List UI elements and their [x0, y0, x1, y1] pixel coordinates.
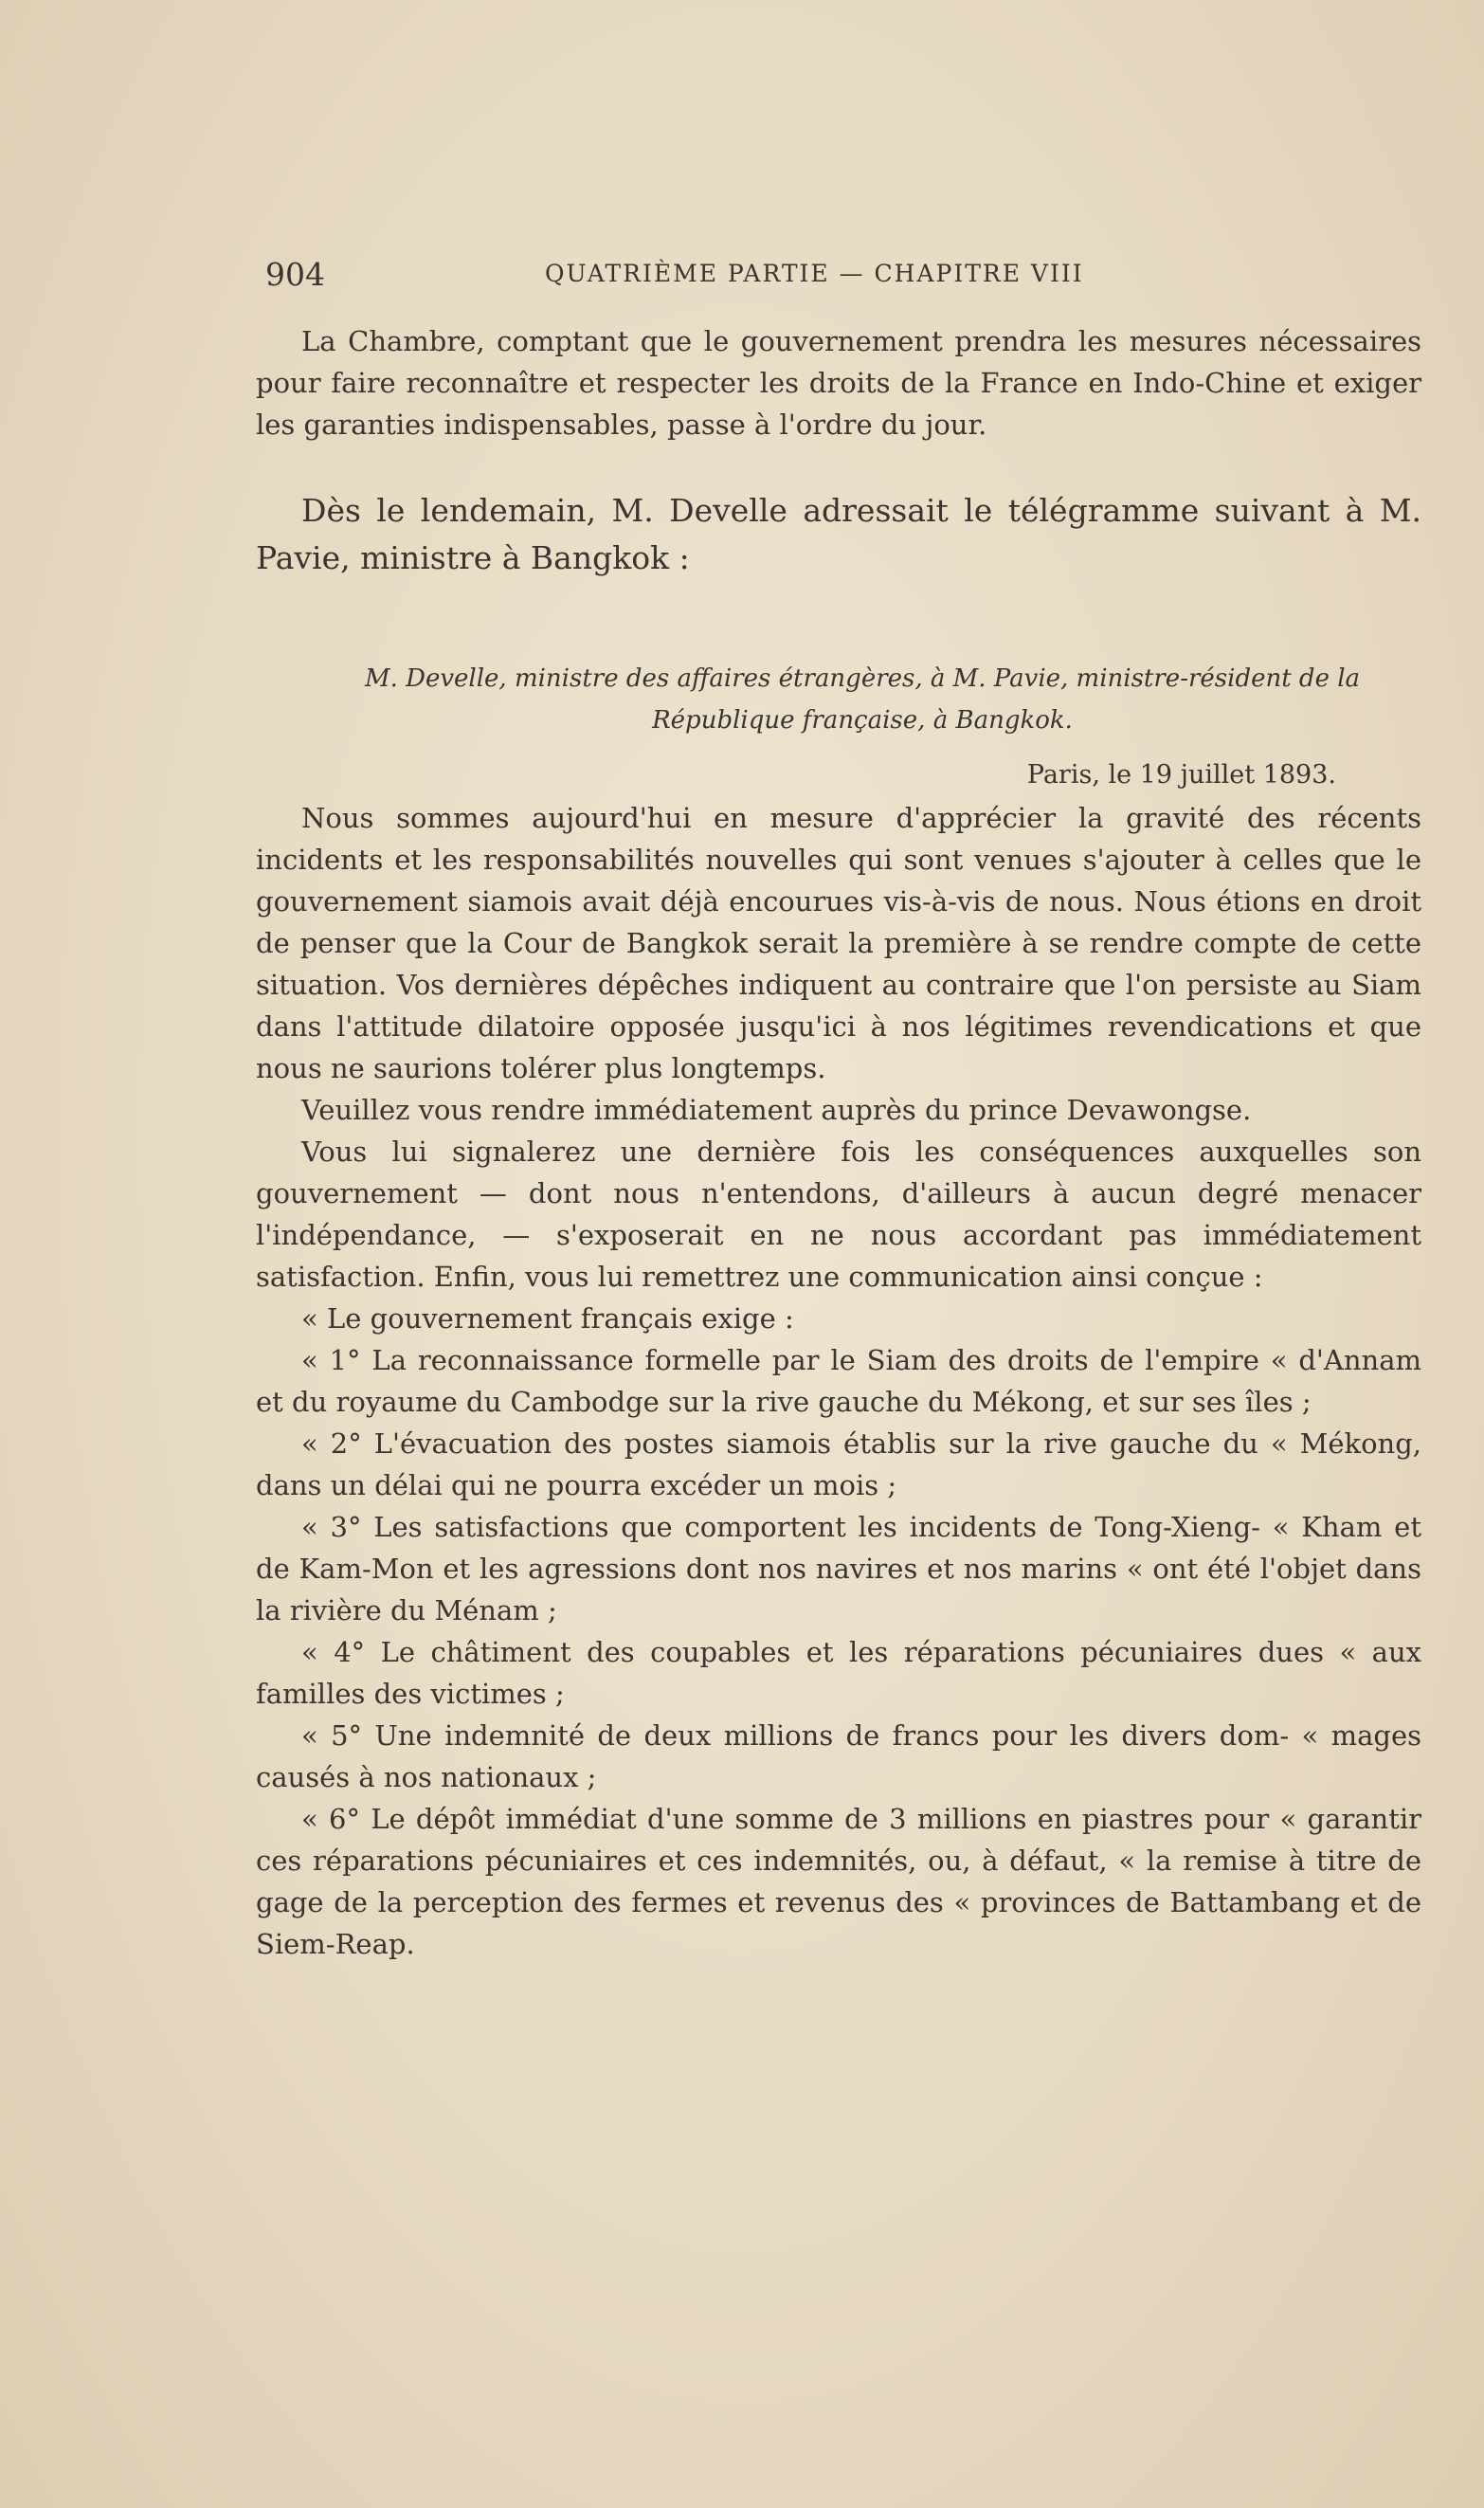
demand-item: « 3° Les satisfactions que comportent les incidents de Tong-Xieng- « Kham et de Kam-Mon et les agressions dont nos navires et nos marins « ont été l'objet dans la rivière du Ménam ;	[256, 1511, 1421, 1627]
section-title: QUATRIÈME PARTIE — CHAPITRE VIII	[545, 260, 1084, 287]
running-head	[256, 256, 1421, 303]
book-page	[256, 256, 1421, 1965]
letter-paragraph: Vous lui signalerez une dernière fois les conséquences auxquelles son gouvernement — dont nous n'entendons, d'ailleurs à aucun degré menacer l'indépendance, — s'exposerait en ne nous accordant pas immédiatement satisfaction. Enfin, vous lui remettrez une communication ainsi conçue :	[256, 1136, 1421, 1293]
letter-address: M. Develle, ministre des affaires étrangères, à M. Pavie, ministre-résident de la République française, à Bangkok.	[364, 664, 1361, 735]
demand-item: « 4° Le châtiment des coupables et les réparations pécuniaires dues « aux familles des victimes ;	[256, 1636, 1421, 1710]
demand-item: « 6° Le dépôt immédiat d'une somme de 3 millions en piastres pour « garantir ces réparations pécuniaires et ces indemnités, ou, à défaut, « la remise à titre de gage de la perception des fermes et revenus des « provinces de Battambang et de Siem-Reap.	[256, 1803, 1421, 1960]
letter-dateline: Paris, le 19 juillet 1893.	[1026, 760, 1336, 790]
demand-item: « 5° Une indemnité de deux millions de francs pour les divers dom- « mages causés à nos nationaux ;	[256, 1719, 1421, 1793]
letter-paragraph: Veuillez vous rendre immédiatement auprès du prince Devawongse.	[301, 1094, 1252, 1126]
page-number: 904	[265, 256, 325, 293]
telegram-intro: Dès le lendemain, M. Develle adressait le télégramme suivant à M. Pavie, ministre à Bangkok :	[256, 492, 1421, 576]
demand-item: « Le gouvernement français exige :	[301, 1302, 794, 1335]
demand-item: « 2° L'évacuation des postes siamois établis sur la rive gauche du « Mékong, dans un délai qui ne pourra excéder un mois ;	[256, 1427, 1421, 1501]
demand-item: « 1° La reconnaissance formelle par le Siam des droits de l'empire « d'Annam et du royaume du Cambodge sur la rive gauche du Mékong, et sur ses îles ;	[256, 1344, 1421, 1418]
chamber-resolution: La Chambre, comptant que le gouvernement prendra les mesures nécessaires pour faire reconnaître et respecter les droits de la France en Indo-Chine et exiger les garanties indispensables, passe à l'ordre du jour.	[256, 325, 1421, 441]
letter-paragraph: Nous sommes aujourd'hui en mesure d'apprécier la gravité des récents incidents et les responsabilités nouvelles qui sont venues s'ajouter à celles que le gouvernement siamois avait déjà encourues vis-à-vis de nous. Nous étions en droit de penser que la Cour de Bangkok serait la première à se rendre compte de cette situation. Vos dernières dépêches indiquent au contraire que l'on persiste au Siam dans l'attitude dilatoire opposée jusqu'ici à nos légitimes revendications et que nous ne saurions tolérer plus longtemps.	[256, 802, 1421, 1084]
